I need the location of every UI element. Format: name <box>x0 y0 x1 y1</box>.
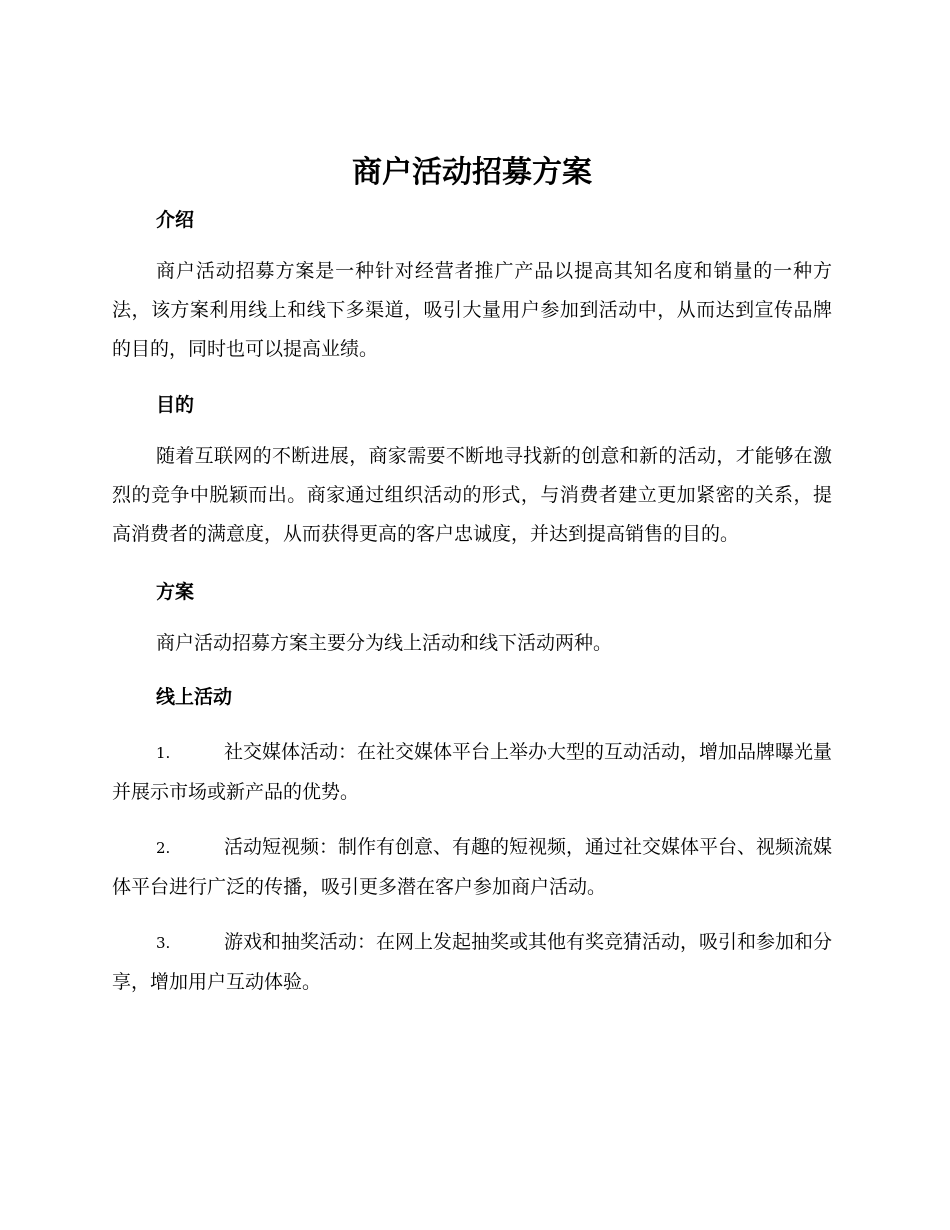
section-heading-plan: 方案 <box>156 581 195 603</box>
list-item-number: 1. <box>156 744 171 762</box>
paragraph-plan: 商户活动招募方案主要分为线上活动和线下活动两种。 <box>156 632 613 654</box>
paragraph-purpose: 随着互联网的不断进展，商家需要不断地寻找新的创意和新的活动，才能够在激烈的竞争中脱颖而出。商家通过组织活动的形式，与消费者建立更加紧密的关系，提高消费者的满意度，从而获得更高的客户忠诚度，并达到提高销售的目的。 <box>112 445 832 545</box>
list-item <box>112 733 832 812</box>
list-item-number: 3. <box>156 934 171 952</box>
paragraph-intro: 商户活动招募方案是一种针对经营者推广产品以提高其知名度和销量的一种方法，该方案利用线上和线下多渠道，吸引大量用户参加到活动中，从而达到宣传品牌的目的，同时也可以提高业绩。 <box>112 260 832 360</box>
list-item-text: 游戏和抽奖活动：在网上发起抽奖或其他有奖竞猜活动，吸引和参加和分享，增加用户互动体验。 <box>112 931 833 993</box>
section-heading-purpose: 目的 <box>156 394 195 416</box>
list-item <box>112 923 832 1002</box>
list-item-number: 2. <box>156 839 171 857</box>
section-heading-intro: 介绍 <box>156 209 195 231</box>
list-item-text: 社交媒体活动：在社交媒体平台上举办大型的互动活动，增加品牌曝光量并展示市场或新产品的优势。 <box>112 741 833 803</box>
section-heading-online: 线上活动 <box>156 686 233 708</box>
document-page <box>112 150 832 1002</box>
list-item <box>112 828 832 907</box>
online-activity-list <box>112 733 832 1002</box>
list-item-text: 活动短视频：制作有创意、有趣的短视频，通过社交媒体平台、视频流媒体平台进行广泛的传播，吸引更多潜在客户参加商户活动。 <box>112 836 833 898</box>
document-title: 商户活动招募方案 <box>352 155 592 190</box>
